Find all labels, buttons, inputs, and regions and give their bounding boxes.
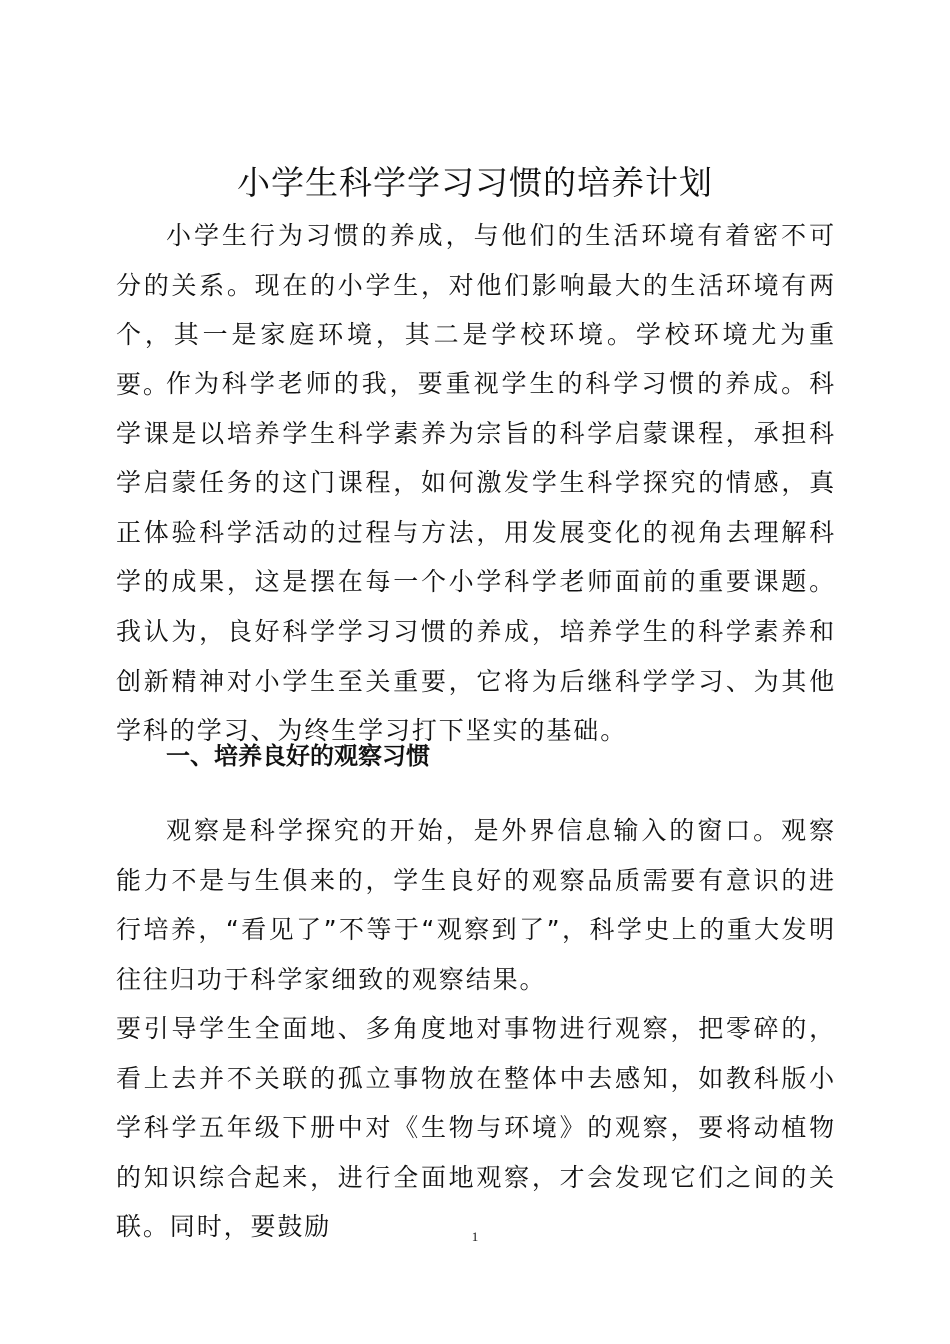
page-number: 1 xyxy=(471,1229,479,1244)
section-paragraph-1: 观察是科学探究的开始，是外界信息输入的窗口。观察能力不是与生俱来的，学生良好的观察品质需要有意识的进行培养，“看见了”不等于“观察到了”，科学史上的重大发明往往归功于科学家细致的观察结果。 xyxy=(116,816,836,994)
intro-paragraph-2-block xyxy=(116,359,836,756)
section-paragraph-1-block xyxy=(116,806,836,1004)
section-heading: 一、培养良好的观察习惯 xyxy=(166,742,430,770)
section-paragraph-2-block xyxy=(116,1004,836,1252)
intro-paragraph-1: 小学生行为习惯的养成，与他们的生活环境有着密不可分的关系。现在的小学生，对他们影响最大的生活环境有两个，其一是家庭环境，其二是学校环境。学校环境尤为重要。 xyxy=(116,221,836,399)
intro-paragraph-2: 作为科学老师的我，要重视学生的科学习惯的养成。科学课是以培养学生科学素养为宗旨的科学启蒙课程，承担科学启蒙任务的这门课程，如何激发学生科学探究的情感，真正体验科学活动的过程与方法，用发展变化的视角去理解科学的成果，这是摆在每一个小学科学老师面前的重要课题。我认为，良好科学学习习惯的养成，培养学生的科学素养和创新精神对小学生至关重要，它将为后继科学学习、为其他学科的学习、为终生学习打下坚实的基础。 xyxy=(116,369,836,746)
document-title: 小学生科学学习习惯的培养计划 xyxy=(237,163,713,202)
section-paragraph-2: 要引导学生全面地、多角度地对事物进行观察，把零碎的，看上去并不关联的孤立事物放在整体中去感知，如教科版小学科学五年级下册中对《生物与环境》的观察，要将动植物的知识综合起来，进行全面地观察，才会发现它们之间的关联。同时，要鼓励 xyxy=(116,1014,836,1242)
